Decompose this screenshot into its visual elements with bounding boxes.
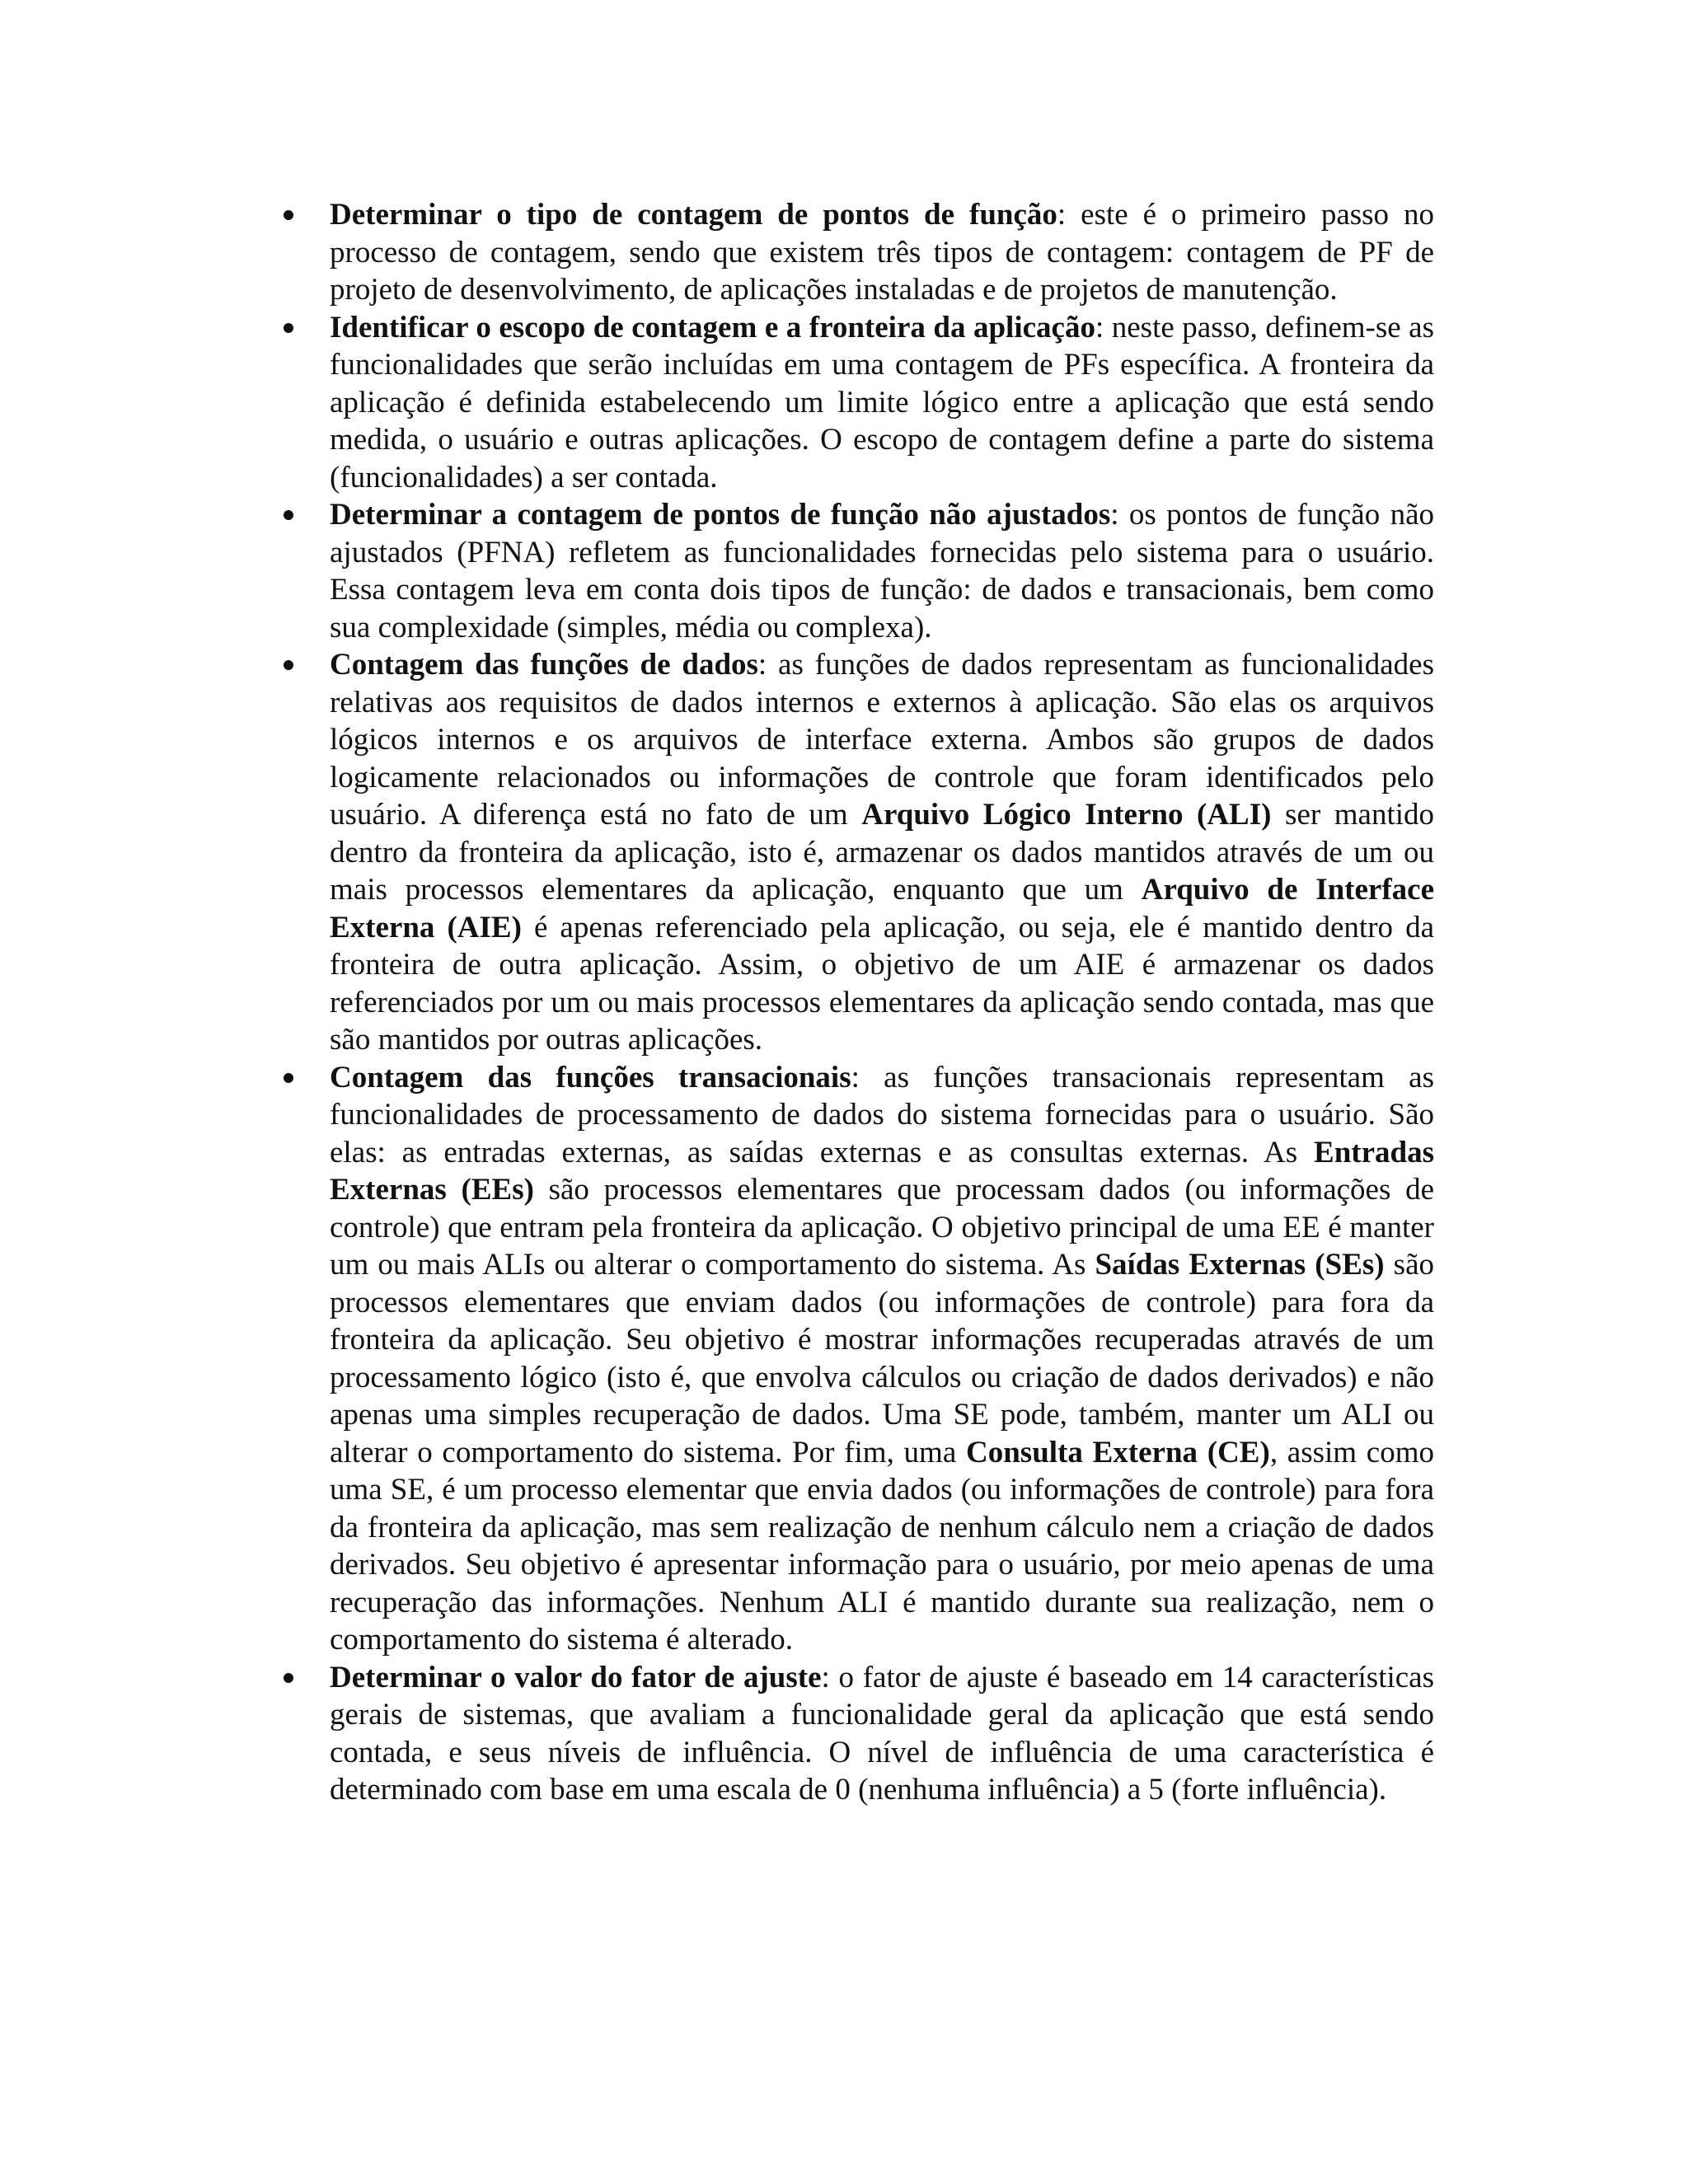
- paragraph-text: : as funções transacionais representam as funcionalidades de processamento de dados do sistema fornecidas para o usuário. São elas: as entradas externas, as saídas externas e as consultas externas. As: [330, 1060, 1434, 1169]
- bullet-item: [330, 496, 1434, 646]
- paragraph-text: : neste passo, definem-se as funcionalidades que serão incluídas em uma contagem de PFs específica. A fronteira da aplicação é definida estabelecendo um limite lógico entre a aplicação que está sendo medida, o usuário e outras aplicações. O escopo de contagem define a parte do sistema (funcionalidades) a ser contada.: [330, 310, 1434, 494]
- bold-term: Arquivo de Interface Externa (AIE): [330, 873, 1435, 944]
- bullet-dot-icon: [284, 323, 293, 333]
- bold-term: Identificar o escopo de contagem e a fronteira da aplicação: [330, 310, 1095, 344]
- bullet-dot-icon: [284, 510, 293, 520]
- bullet-dot-icon: [284, 1673, 293, 1683]
- bold-term: Saídas Externas (SEs): [1095, 1248, 1385, 1282]
- bullet-dot-icon: [284, 660, 293, 670]
- bullet-item: [330, 1659, 1434, 1809]
- bold-term: Arquivo Lógico Interno (ALI): [861, 798, 1272, 832]
- bullet-item: [330, 309, 1434, 497]
- paragraph-text: : os pontos de função não ajustados (PFNA) refletem as funcionalidades fornecidas pelo sistema para o usuário. Essa contagem leva em conta dois tipos de função: de dados e transacionais, bem como sua complexidade (simples, média ou complexa).: [330, 498, 1434, 644]
- bullet-item: [330, 196, 1434, 309]
- bullet-item: [330, 646, 1434, 1059]
- bullet-dot-icon: [284, 1073, 293, 1083]
- paragraph-text: ser mantido dentro da fronteira da aplicação, isto é, armazenar os dados mantidos através de um ou mais processos elementares da aplicação, enquanto que um: [330, 798, 1435, 907]
- paragraph-text: : o fator de ajuste é baseado em 14 características gerais de sistemas, que avaliam a funcionalidade geral da aplicação que está sendo contada, e seus níveis de influência. O nível de influência de uma característica é determinado com base em uma escala de 0 (nenhuma influência) a 5 (forte influência).: [330, 1660, 1434, 1807]
- bold-term: Determinar o tipo de contagem de pontos de função: [330, 198, 1057, 232]
- bold-term: Determinar a contagem de pontos de função não ajustados: [330, 498, 1111, 532]
- bullet-item: [330, 1059, 1434, 1659]
- bold-term: Consulta Externa (CE): [966, 1435, 1270, 1469]
- paragraph-text: : as funções de dados representam as funcionalidades relativas aos requisitos de dados internos e externos à aplicação. São elas os arquivos lógicos internos e os arquivos de interface externa. Ambos são grupos de dados logicamente relacionados ou informações de controle que foram identificados pelo usuário. A diferença está no fato de um: [330, 648, 1434, 832]
- paragraph-text: são processos elementares que enviam dados (ou informações de controle) para fora da fronteira da aplicação. Seu objetivo é mostrar informações recuperadas através de um processamento lógico (isto é, que envolva cálculos ou criação de dados derivados) e não apenas uma simples recuperação de dados. Uma SE pode, também, manter um ALI ou alterar o comportamento do sistema. Por fim, uma: [330, 1248, 1434, 1469]
- bold-term: Entradas Externas (EEs): [330, 1135, 1434, 1207]
- paragraph-text: são processos elementares que processam dados (ou informações de controle) que entram pela fronteira da aplicação. O objetivo principal de uma EE é manter um ou mais ALIs ou alterar o comportamento do sistema. As: [330, 1173, 1434, 1282]
- bold-term: Contagem das funções transacionais: [330, 1060, 851, 1094]
- bullet-list: [330, 196, 1434, 1809]
- paragraph-text: : este é o primeiro passo no processo de contagem, sendo que existem três tipos de contagem: contagem de PF de projeto de desenvolvimento, de aplicações instaladas e de projetos de manutenção.: [330, 198, 1434, 307]
- paragraph-text: , assim como uma SE, é um processo elementar que envia dados (ou informações de controle) para fora da fronteira da aplicação, mas sem realização de nenhum cálculo nem a criação de dados derivados. Seu objetivo é apresentar informação para o usuário, por meio apenas de uma recuperação das informações. Nenhum ALI é mantido durante sua realização, nem o comportamento do sistema é alterado.: [330, 1435, 1435, 1657]
- bold-term: Contagem das funções de dados: [330, 648, 758, 682]
- bold-term: Determinar o valor do fator de ajuste: [330, 1660, 822, 1694]
- paragraph-text: é apenas referenciado pela aplicação, ou seja, ele é mantido dentro da fronteira de outra aplicação. Assim, o objetivo de um AIE é armazenar os dados referenciados por um ou mais processos elementares da aplicação sendo contada, mas que são mantidos por outras aplicações.: [330, 910, 1434, 1057]
- bullet-dot-icon: [284, 210, 293, 220]
